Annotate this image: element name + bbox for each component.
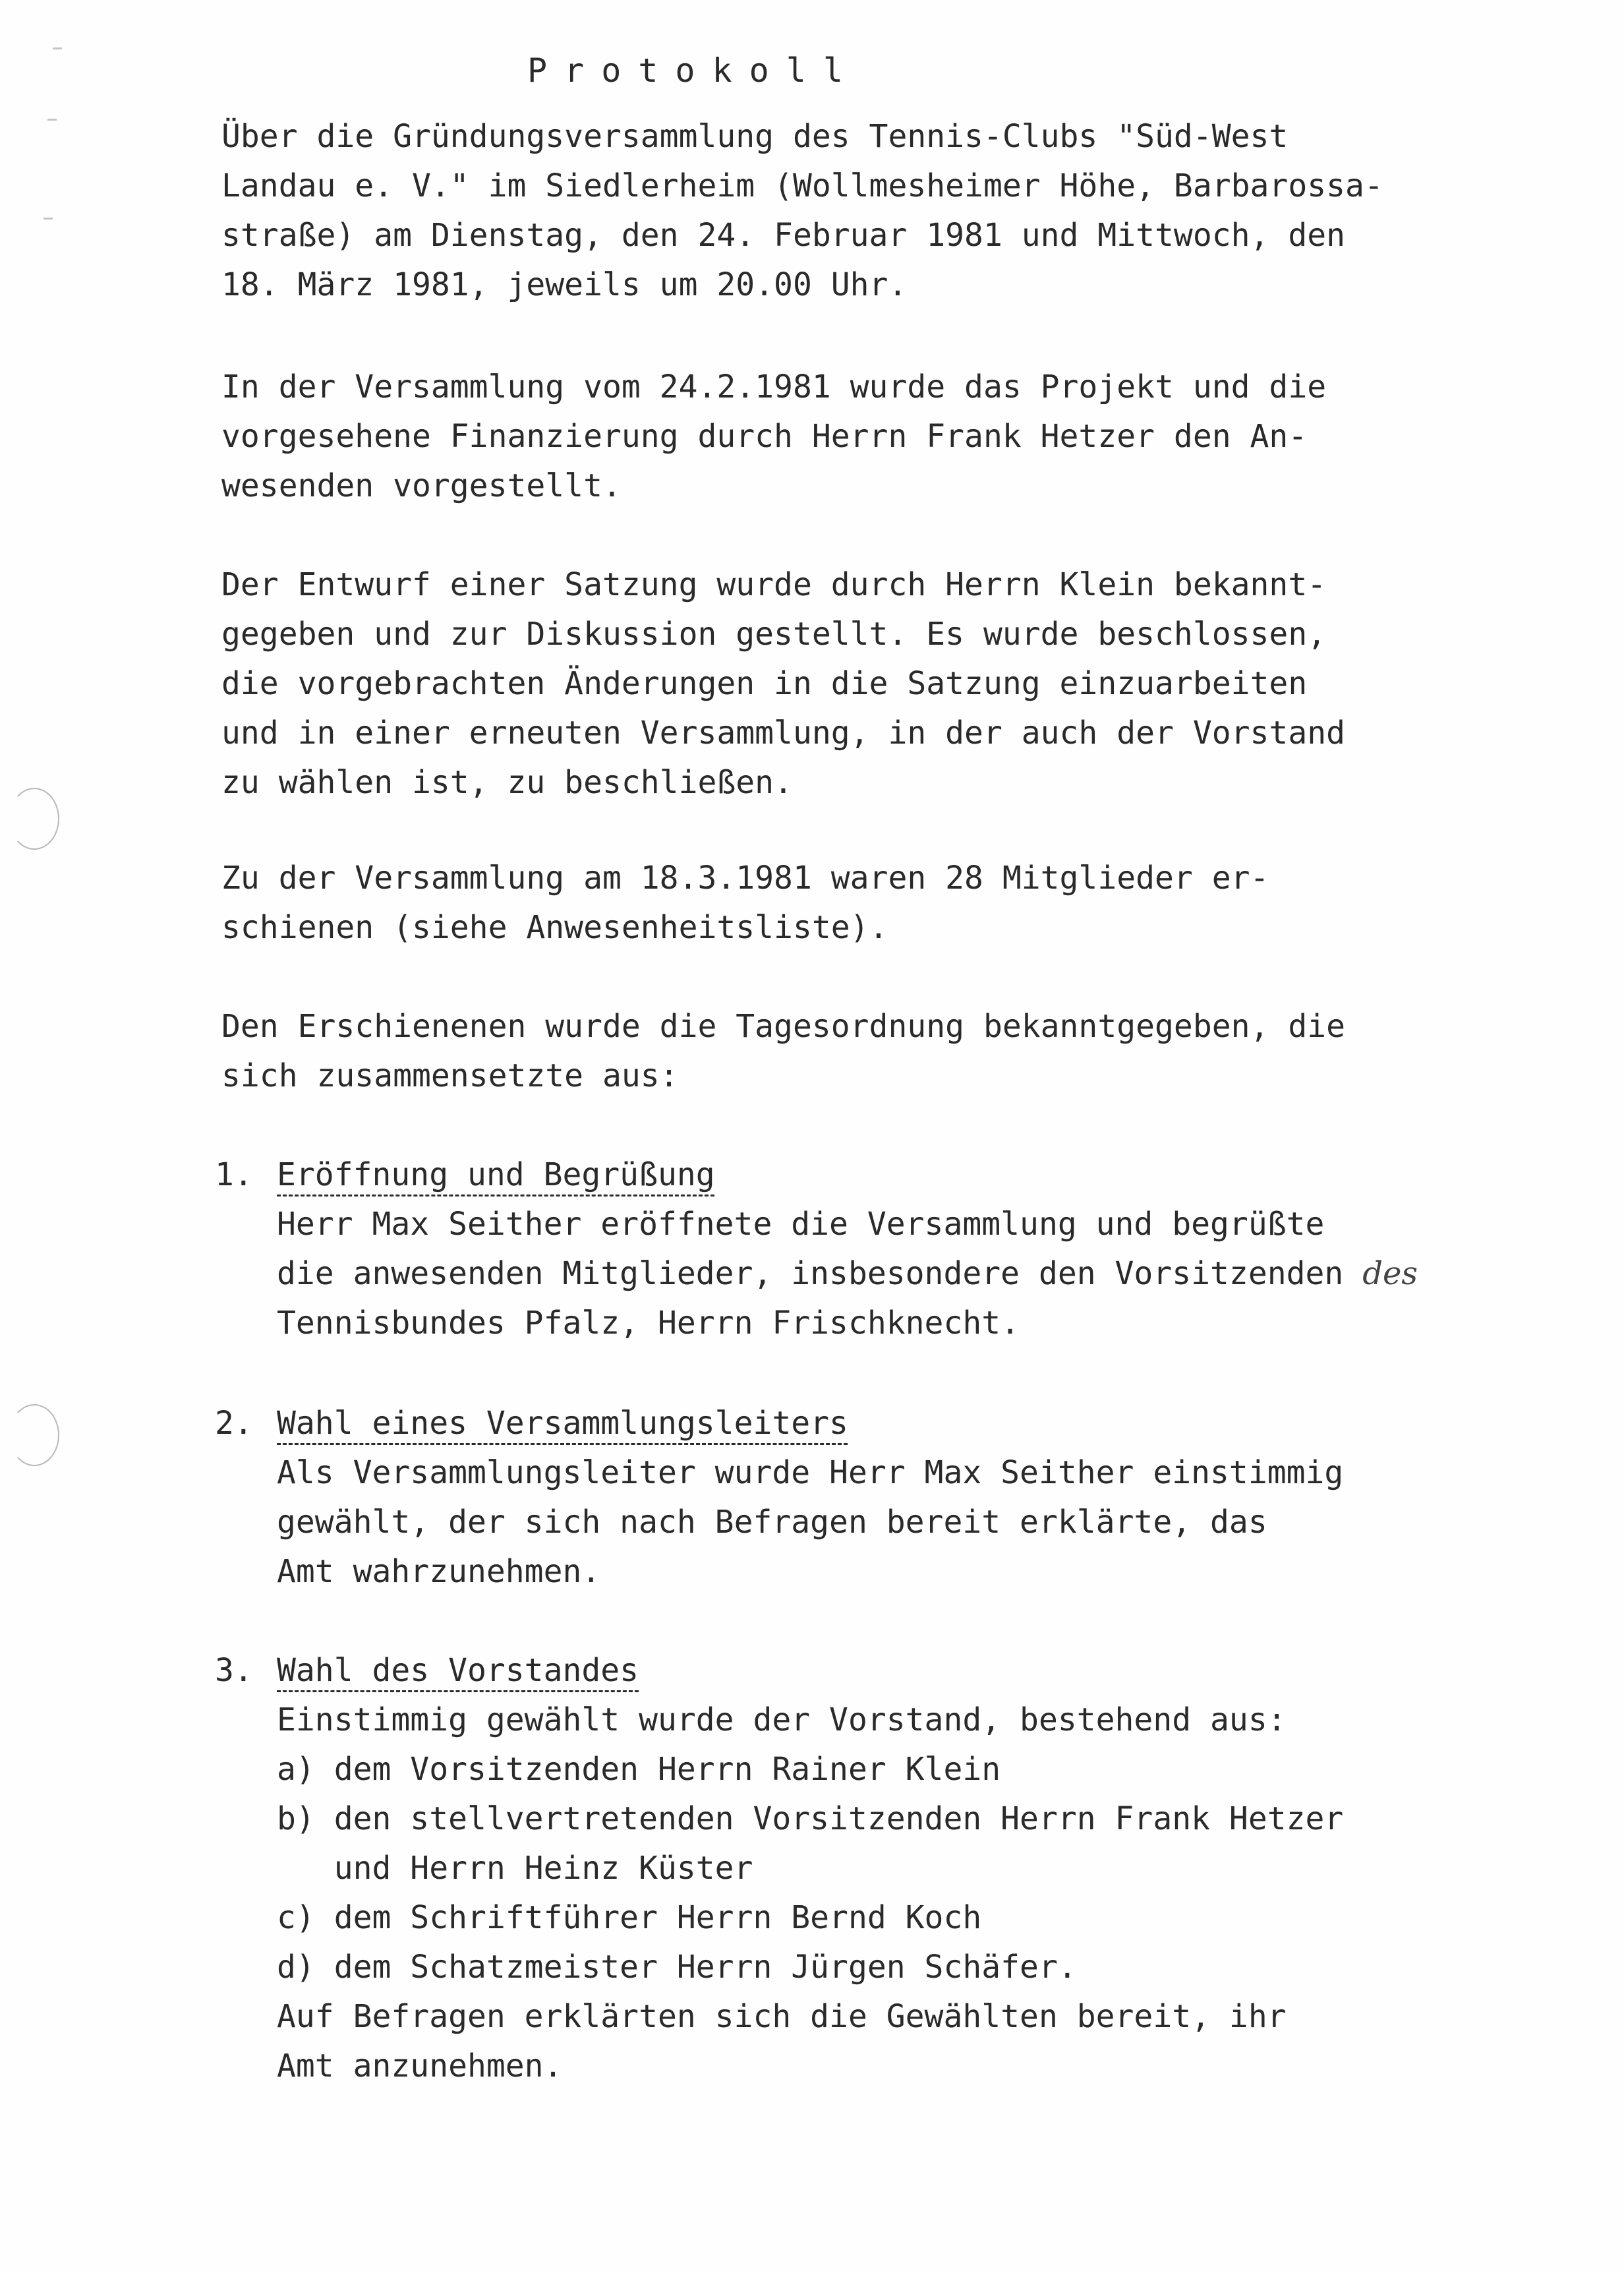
agenda-item-line: gewählt, der sich nach Befragen bereit erklärte, das xyxy=(277,1504,1267,1541)
paragraph-line: Zu der Versammlung am 18.3.1981 waren 28 Mitglieder er- xyxy=(221,860,1269,897)
agenda-item-heading: Wahl eines Versammlungsleiters xyxy=(277,1405,848,1442)
intro-line: straße) am Dienstag, den 24. Februar 1981 und Mittwoch, den xyxy=(221,217,1346,254)
paragraph-project xyxy=(221,363,1507,511)
agenda-item-line: Einstimmig gewählt wurde der Vorstand, bestehend aus: xyxy=(277,1701,1287,1738)
paragraph-line: Der Entwurf einer Satzung wurde durch Herrn Klein bekannt- xyxy=(221,566,1327,603)
agenda-item-2 xyxy=(277,1399,1529,1597)
paragraph-attendance xyxy=(221,854,1507,953)
intro-line: Landau e. V." im Siedlerheim (Wollmesheimer Höhe, Barbarossa- xyxy=(221,167,1383,204)
margin-mark xyxy=(44,218,53,220)
paragraph-agenda-intro xyxy=(221,1002,1507,1101)
agenda-item-heading: Wahl des Vorstandes xyxy=(277,1652,639,1689)
agenda-item-line: Herr Max Seither eröffnete die Versammlung und begrüßte xyxy=(277,1206,1325,1243)
agenda-item-1 xyxy=(277,1150,1529,1348)
handwritten-annotation: des xyxy=(1362,1255,1418,1292)
agenda-item-line: a) dem Vorsitzenden Herrn Rainer Klein xyxy=(277,1751,1001,1788)
agenda-item-line: Tennisbundes Pfalz, Herrn Frischknecht. xyxy=(277,1305,1020,1342)
agenda-item-line: und Herrn Heinz Küster xyxy=(277,1850,753,1887)
punch-hole-top xyxy=(9,788,59,850)
agenda-item-number: 3. xyxy=(215,1652,253,1689)
agenda-item-text: die anwesenden Mitglieder, insbesondere den Vorsitzenden xyxy=(277,1255,1344,1292)
agenda-item-3 xyxy=(277,1646,1529,2091)
agenda-item-heading: Eröffnung und Begrüßung xyxy=(277,1156,715,1193)
agenda-item-number: 1. xyxy=(215,1156,253,1193)
agenda-item-number: 2. xyxy=(215,1405,253,1442)
agenda-item-line xyxy=(277,1249,1529,1299)
margin-mark xyxy=(53,47,62,49)
paragraph-line: vorgesehene Finanzierung durch Herrn Frank Hetzer den An- xyxy=(221,418,1308,455)
agenda-item-line: c) dem Schriftführer Herrn Bernd Koch xyxy=(277,1899,982,1936)
paragraph-line: gegeben und zur Diskussion gestellt. Es wurde beschlossen, xyxy=(221,616,1327,653)
intro-line: 18. März 1981, jeweils um 20.00 Uhr. xyxy=(221,266,908,303)
agenda-item-line: Als Versammlungsleiter wurde Herr Max Seither einstimmig xyxy=(277,1454,1344,1491)
paragraph-line: zu wählen ist, zu beschließen. xyxy=(221,764,793,801)
agenda-item-line: Amt anzunehmen. xyxy=(277,2048,563,2084)
punch-hole-bottom xyxy=(9,1404,59,1466)
paragraph-line: In der Versammlung vom 24.2.1981 wurde das Projekt und die xyxy=(221,369,1327,405)
paragraph-line: und in einer erneuten Versammlung, in der auch der Vorstand xyxy=(221,715,1346,752)
margin-mark xyxy=(47,119,57,121)
paragraph-line: sich zusammensetzte aus: xyxy=(221,1057,679,1094)
paragraph-line: Den Erschienenen wurde die Tagesordnung bekanntgegeben, die xyxy=(221,1008,1346,1045)
agenda-item-line: d) dem Schatzmeister Herrn Jürgen Schäfer. xyxy=(277,1949,1077,1986)
intro-paragraph xyxy=(221,112,1507,310)
agenda-item-line: Amt wahrzunehmen. xyxy=(277,1553,601,1590)
intro-line: Über die Gründungsversammlung des Tennis-Clubs "Süd-West xyxy=(221,118,1289,155)
paragraph-line: wesenden vorgestellt. xyxy=(221,467,622,504)
agenda-item-line: b) den stellvertretenden Vorsitzenden Herrn Frank Hetzer xyxy=(277,1800,1344,1837)
paragraph-statutes xyxy=(221,560,1507,808)
paragraph-line: die vorgebrachten Änderungen in die Satzung einzuarbeiten xyxy=(221,665,1308,702)
document-title: Protokoll xyxy=(527,51,860,90)
paragraph-line: schienen (siehe Anwesenheitsliste). xyxy=(221,909,888,946)
agenda-item-line: Auf Befragen erklärten sich die Gewählten bereit, ihr xyxy=(277,1998,1287,2035)
